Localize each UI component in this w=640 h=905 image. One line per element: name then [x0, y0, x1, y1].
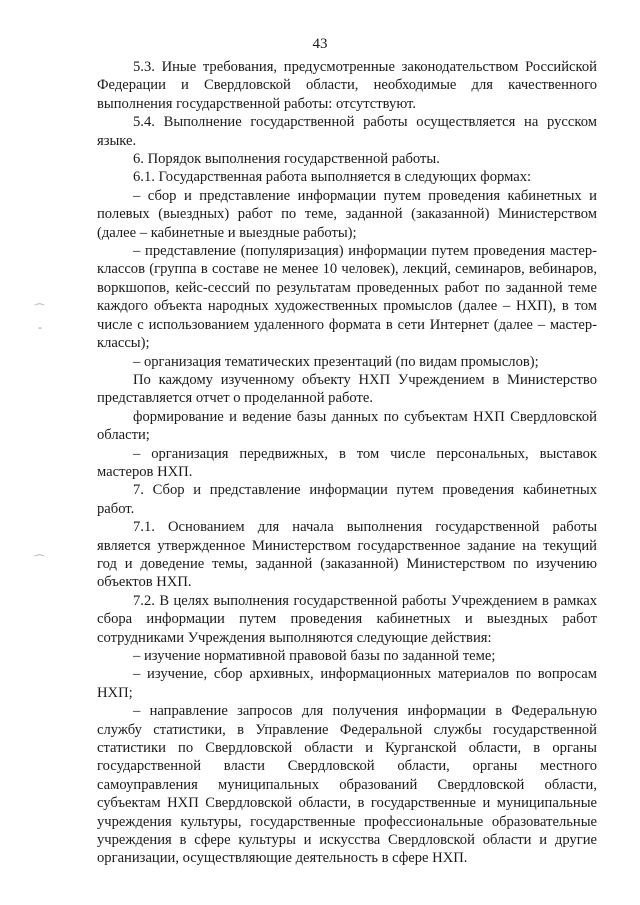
paragraph-report: По каждому изученному объекту НХП Учреждением в Министерство представляется отчет о проделанной работе.: [97, 371, 597, 407]
page-number: 43: [312, 36, 328, 52]
document-body: [97, 58, 597, 868]
list-item-archives: – изучение, сбор архивных, информационных материалов по вопросам НХП;: [97, 666, 597, 701]
paragraph-5-4: 5.4. Выполнение государственной работы осуществляется на русском языке.: [97, 114, 597, 149]
list-item-cabinet-works: – сбор и представление информации путем проведения кабинетных и полевых (выездных) работ по теме, заданной (заказанной) Министерством (далее – кабинетные и выездные работы);: [97, 187, 597, 241]
list-item-database: формирование и ведение базы данных по субъектам НХП Свердловской области;: [97, 408, 597, 444]
binding-hole-mark: ⌒: [34, 554, 45, 567]
paragraph-6-1: 6.1. Государственная работа выполняется в следующих формах:: [133, 169, 532, 186]
binding-hole-mark: -: [38, 321, 42, 334]
list-item-normative-base: – изучение нормативной правовой базы по заданной теме;: [133, 648, 496, 664]
section-6-heading: 6. Порядок выполнения государственной работы.: [133, 151, 440, 168]
paragraph-7-2: 7.2. В целях выполнения государственной работы Учреждением в рамках сбора информации путем проведения кабинетных и выездных работ сотрудниками Учреждения выполняются следующие действия:: [97, 592, 597, 646]
list-item-master-classes: – представление (популяризация) информации путем проведения мастер-классов (группа в составе не менее 10 человек), лекций, семинаров, вебинаров, воркшопов, кейс-сессий по результатам проведенных работ по заданной теме каждого объекта народных художественных промыслов (далее – НХП), в том числе с использованием удаленного формата в сети Интернет (далее – мастер-классы);: [97, 243, 597, 352]
list-item-presentations: – организация тематических презентаций (по видам промыслов);: [133, 353, 539, 370]
list-item-requests: – направление запросов для получения информации в Федеральную службу статистики, в Управление Федеральной службы государственной статистики по Свердловской области и Курганской области, в органы государственной власти Свердловской области, органы местного самоуправления муниципальных образований Свердловской области, субъектам НХП Свердловской области, в государственные и муниципальные учреждения культуры, государственные профессиональные образовательные учреждения в сфере культуры и искусства Свердловской области и другие организации, осуществляющие деятельность в сфере НХП.: [97, 703, 597, 867]
section-7-heading: 7. Сбор и представление информации путем проведения кабинетных работ.: [97, 482, 597, 517]
binding-hole-mark: ⌒: [34, 303, 45, 316]
paragraph-5-3: 5.3. Иные требования, предусмотренные законодательством Российской Федерации и Свердловской области, необходимые для качественного выполнения государственной работы: отсутствуют.: [97, 59, 597, 112]
paragraph-7-1: 7.1. Основанием для начала выполнения государственной работы является утвержденное Министерством государственное задание на текущий год и доведение темы, заданной (заказанной) Министерством по изучению объектов НХП.: [97, 519, 597, 591]
list-item-exhibitions: – организация передвижных, в том числе персональных, выставок мастеров НХП.: [97, 445, 597, 480]
